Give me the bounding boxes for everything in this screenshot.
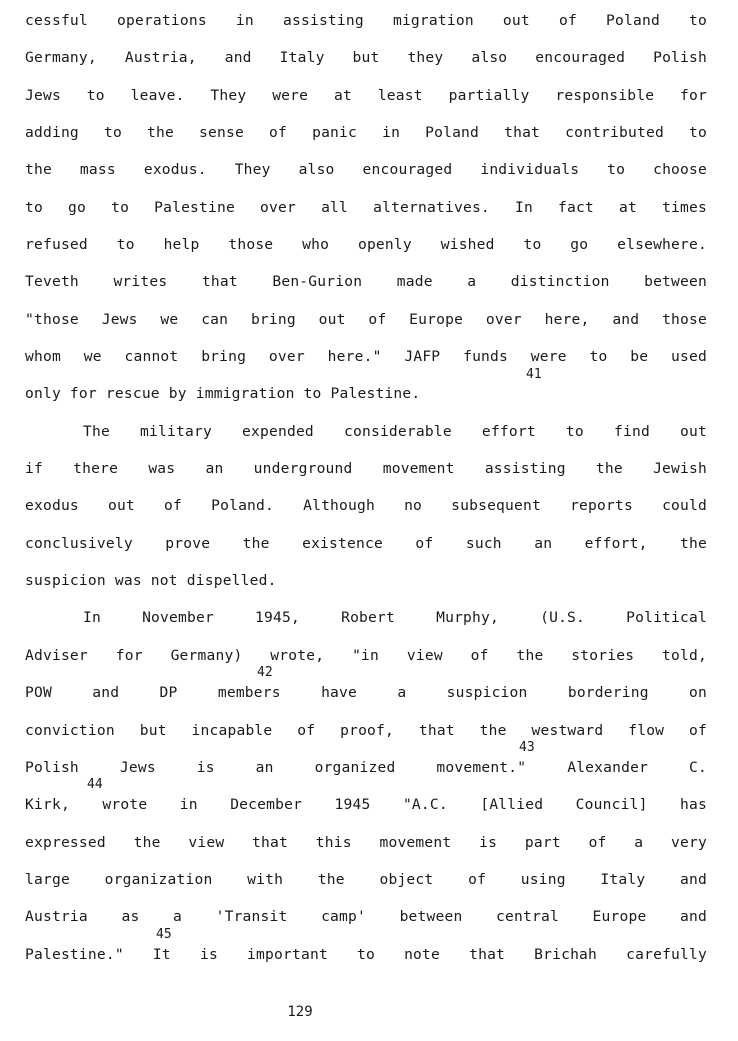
footnote-ref-42: 42 <box>257 665 273 680</box>
text-line: expressed the view that this movement is part of a very <box>25 834 707 851</box>
text-line: whom we cannot bring over here." JAFP funds were to be used <box>25 348 707 365</box>
footnote-ref-43: 43 <box>519 740 535 755</box>
text-line: only for rescue by immigration to Palestine. <box>25 385 421 402</box>
text-line: suspicion was not dispelled. <box>25 572 277 589</box>
text-line: exodus out of Poland. Although no subsequent reports could <box>25 497 707 514</box>
text-line: Polish Jews is an organized movement." Alexander C. <box>25 759 707 776</box>
text-line: Teveth writes that Ben-Gurion made a distinction between <box>25 273 707 290</box>
text-line: Palestine." It is important to note that Brichah carefully <box>25 946 707 963</box>
page-number: 129 <box>287 1004 313 1020</box>
text-line: if there was an underground movement assisting the Jewish <box>25 460 707 477</box>
text-line: conviction but incapable of proof, that the westward flow of <box>25 722 707 739</box>
text-line: to go to Palestine over all alternatives. In fact at times <box>25 199 707 216</box>
paragraph-start: In November 1945, Robert Murphy, (U.S. Political <box>83 609 707 626</box>
text-line: refused to help those who openly wished to go elsewhere. <box>25 236 707 253</box>
text-line: conclusively prove the existence of such an effort, the <box>25 535 707 552</box>
footnote-ref-44: 44 <box>87 777 103 792</box>
text-line: Adviser for Germany) wrote, "in view of the stories told, <box>25 647 707 664</box>
text-line: Kirk, wrote in December 1945 "A.C. [Allied Council] has <box>25 796 707 813</box>
text-line: "those Jews we can bring out of Europe over here, and those <box>25 311 707 328</box>
text-line: Jews to leave. They were at least partially responsible for <box>25 87 707 104</box>
text-line: Austria as a 'Transit camp' between central Europe and <box>25 908 707 925</box>
text-line: adding to the sense of panic in Poland that contributed to <box>25 124 707 141</box>
text-line: large organization with the object of using Italy and <box>25 871 707 888</box>
text-line: POW and DP members have a suspicion bordering on <box>25 684 707 701</box>
footnote-ref-41: 41 <box>526 367 542 382</box>
footnote-ref-45: 45 <box>156 927 172 942</box>
text-line: Germany, Austria, and Italy but they also encouraged Polish <box>25 49 707 66</box>
text-line: the mass exodus. They also encouraged individuals to choose <box>25 161 707 178</box>
text-line: cessful operations in assisting migration out of Poland to <box>25 12 707 29</box>
paragraph-start: The military expended considerable effort to find out <box>83 423 707 440</box>
